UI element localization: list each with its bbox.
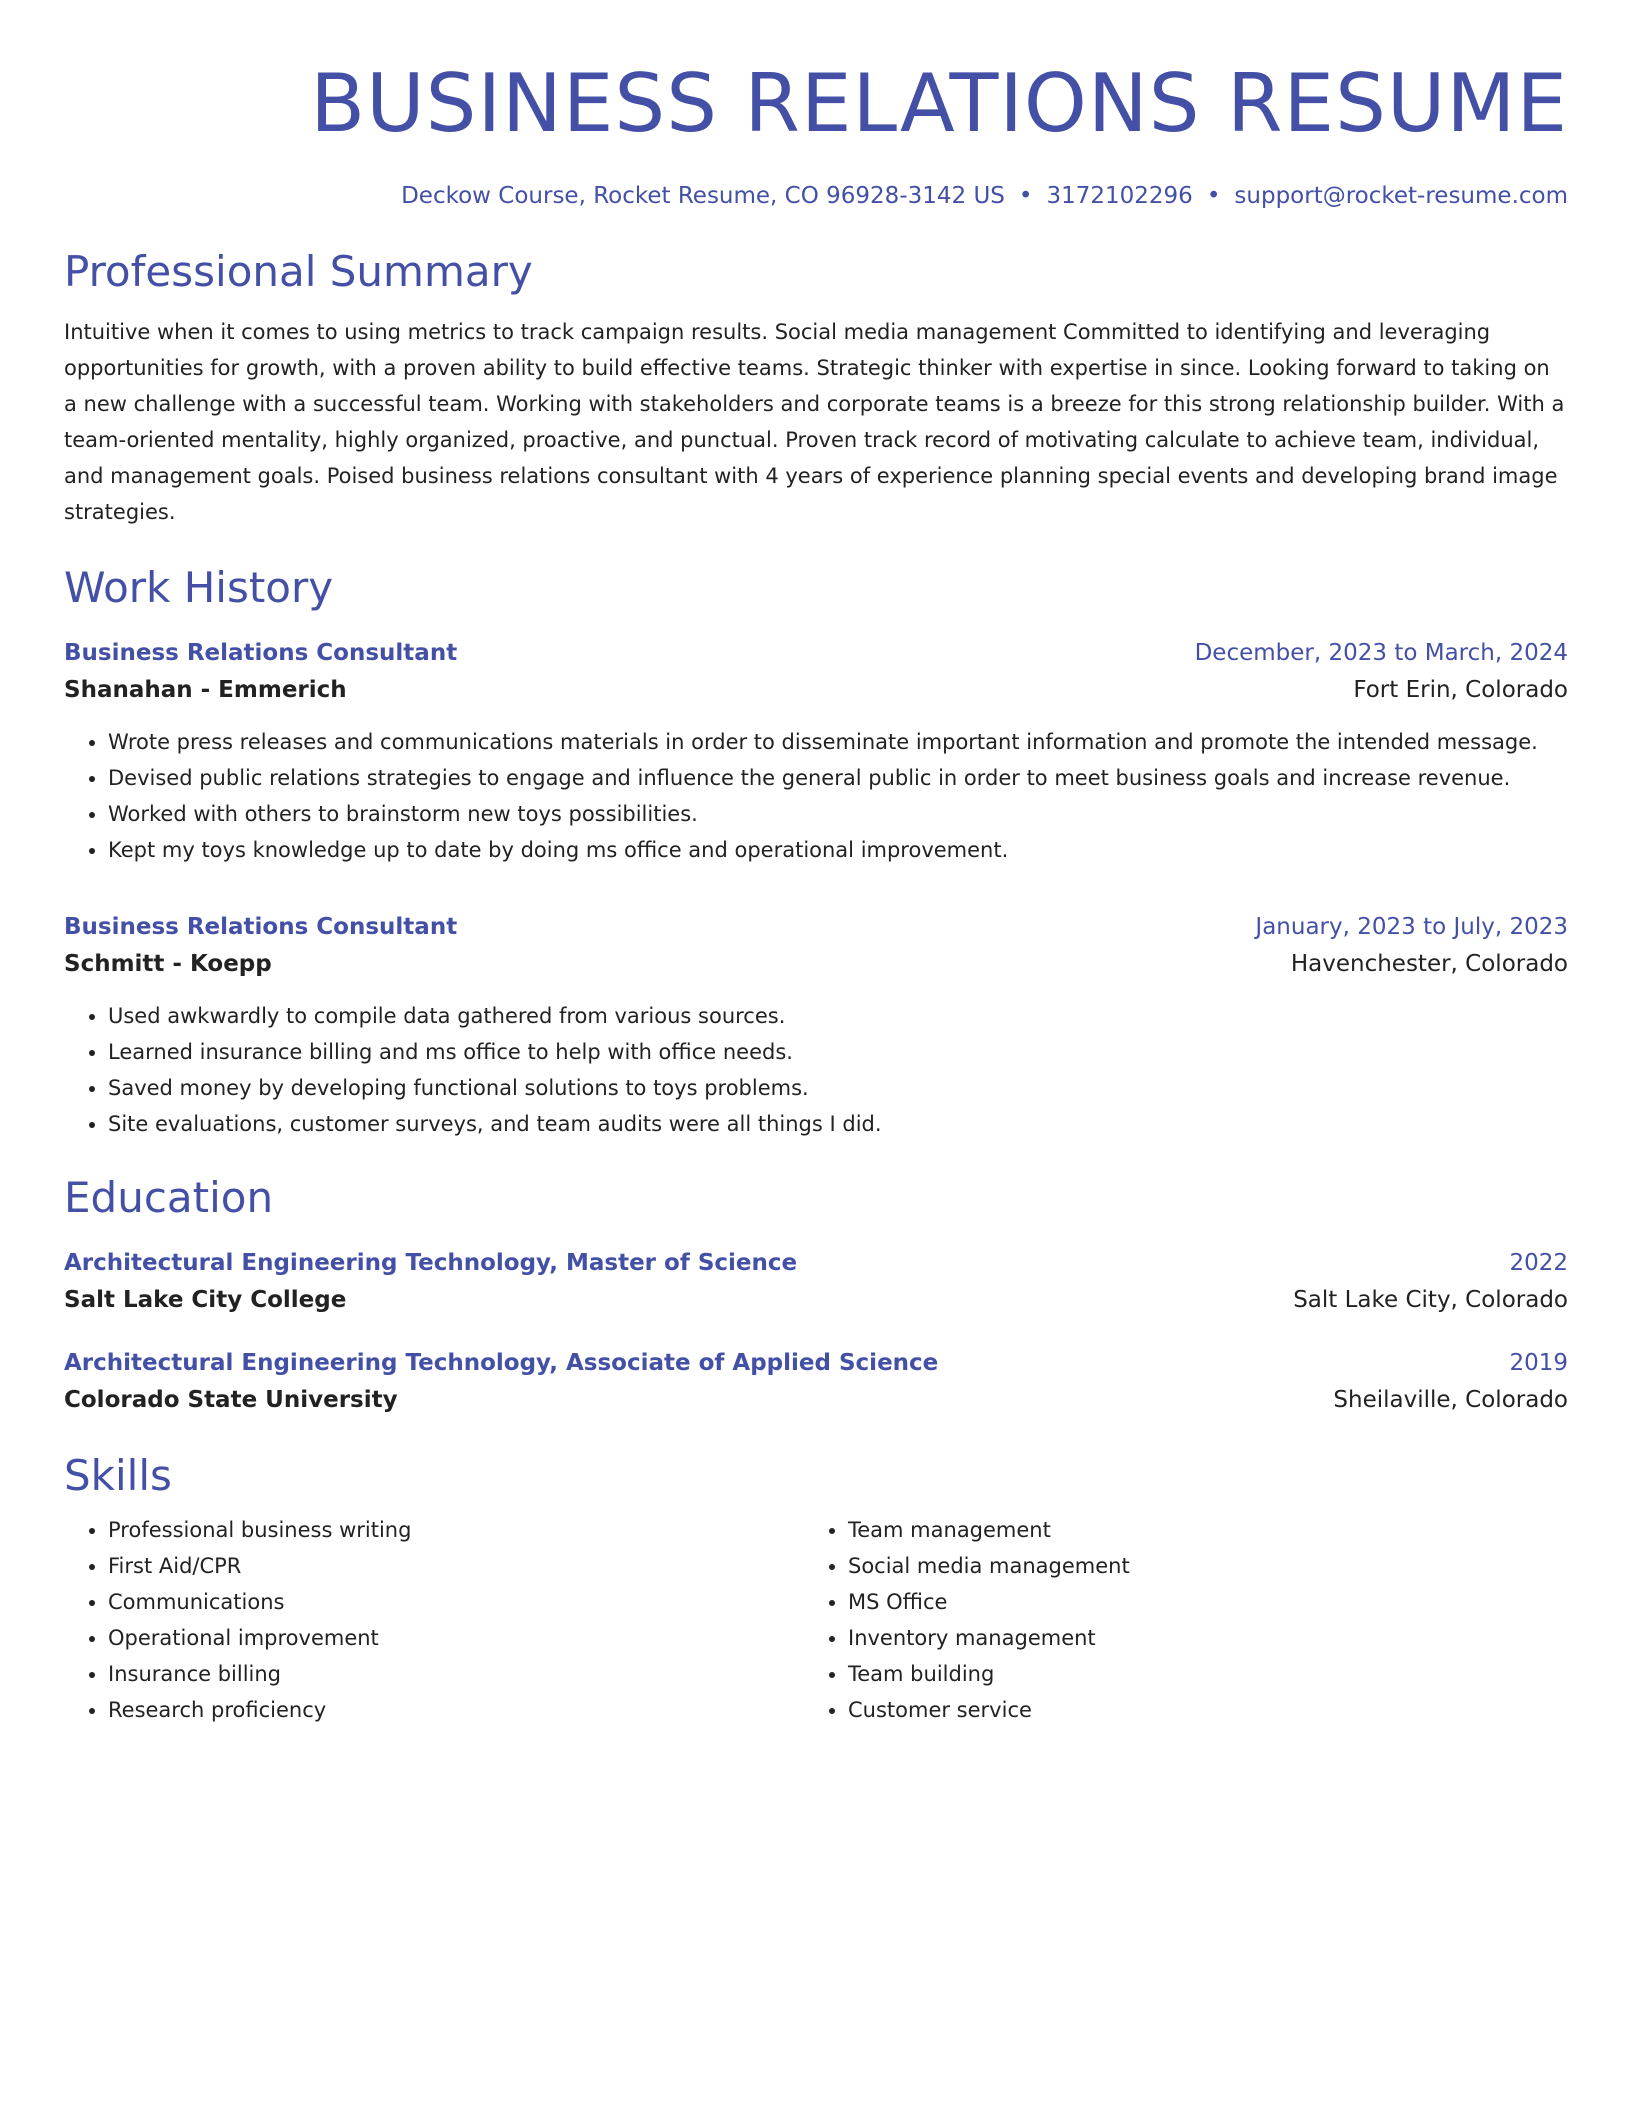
skill-item: • First Aid/CPR bbox=[108, 1548, 804, 1584]
contact-email: support@rocket-resume.com bbox=[1234, 183, 1568, 209]
job-role: Business Relations Consultant bbox=[64, 640, 458, 666]
job-bullets bbox=[64, 998, 1568, 1142]
job-company: Shanahan - Emmerich bbox=[64, 677, 347, 703]
job-entry bbox=[64, 910, 1568, 1142]
contact-separator: • bbox=[1018, 183, 1033, 209]
education-year: 2022 bbox=[1509, 1250, 1568, 1276]
education-location: Salt Lake City, Colorado bbox=[1293, 1287, 1568, 1313]
education-location: Sheilaville, Colorado bbox=[1333, 1387, 1568, 1413]
skill-item: • Team management bbox=[848, 1512, 1544, 1548]
education-degree: Architectural Engineering Technology, Master of Science bbox=[64, 1250, 798, 1276]
contact-separator: • bbox=[1206, 183, 1221, 209]
education-school-row bbox=[64, 1380, 1568, 1420]
resume-title: BUSINESS RELATIONS RESUME bbox=[310, 57, 1568, 150]
job-bullet: • Site evaluations, customer surveys, and team audits were all things I did. bbox=[108, 1106, 1568, 1142]
resume-header bbox=[64, 56, 1568, 212]
job-bullet: • Devised public relations strategies to engage and influence the general public in order to meet business goals and increase revenue. bbox=[108, 760, 1568, 796]
job-bullet: • Used awkwardly to compile data gathered from various sources. bbox=[108, 998, 1568, 1034]
education-degree: Architectural Engineering Technology, Associate of Applied Science bbox=[64, 1350, 939, 1376]
skill-item: • Communications bbox=[108, 1584, 804, 1620]
skill-item: • Social media management bbox=[848, 1548, 1544, 1584]
job-location: Fort Erin, Colorado bbox=[1353, 677, 1568, 703]
contact-phone: 3172102296 bbox=[1046, 183, 1193, 209]
job-dates: January, 2023 to July, 2023 bbox=[1255, 914, 1568, 940]
skills-columns bbox=[64, 1512, 1568, 1728]
contact-address: Deckow Course, Rocket Resume, CO 96928-3142 US bbox=[401, 183, 1005, 209]
education-entry bbox=[64, 1346, 1568, 1420]
job-bullets bbox=[64, 724, 1568, 868]
skill-item: • MS Office bbox=[848, 1584, 1544, 1620]
education-school: Salt Lake City College bbox=[64, 1287, 347, 1313]
contact-line bbox=[64, 180, 1568, 212]
job-company-row bbox=[64, 944, 1568, 984]
skill-item: • Operational improvement bbox=[108, 1620, 804, 1656]
skill-item: • Professional business writing bbox=[108, 1512, 804, 1548]
job-header-row bbox=[64, 636, 1568, 670]
summary-heading: Professional Summary bbox=[64, 247, 533, 296]
education-school: Colorado State University bbox=[64, 1387, 398, 1413]
education-school-row bbox=[64, 1280, 1568, 1320]
job-company-row bbox=[64, 670, 1568, 710]
education-header-row bbox=[64, 1246, 1568, 1280]
education-entry bbox=[64, 1246, 1568, 1320]
skill-item: • Inventory management bbox=[848, 1620, 1544, 1656]
job-dates: December, 2023 to March, 2024 bbox=[1194, 640, 1568, 666]
job-role: Business Relations Consultant bbox=[64, 914, 458, 940]
skills-list-right bbox=[804, 1512, 1544, 1728]
job-bullet: • Saved money by developing functional solutions to toys problems. bbox=[108, 1070, 1568, 1106]
job-bullet: • Kept my toys knowledge up to date by doing ms office and operational improvement. bbox=[108, 832, 1568, 868]
job-location: Havenchester, Colorado bbox=[1290, 951, 1568, 977]
skill-item: • Research proficiency bbox=[108, 1692, 804, 1728]
job-bullet: • Worked with others to brainstorm new toys possibilities. bbox=[108, 796, 1568, 832]
skills-list-left bbox=[64, 1512, 804, 1728]
skill-item: • Team building bbox=[848, 1656, 1544, 1692]
job-bullet: • Learned insurance billing and ms office to help with office needs. bbox=[108, 1034, 1568, 1070]
job-header-row bbox=[64, 910, 1568, 944]
work-history-heading: Work History bbox=[64, 563, 334, 612]
education-heading: Education bbox=[64, 1173, 274, 1222]
education-header-row bbox=[64, 1346, 1568, 1380]
skills-heading: Skills bbox=[64, 1451, 172, 1500]
education-year: 2019 bbox=[1509, 1350, 1568, 1376]
job-entry bbox=[64, 636, 1568, 868]
skill-item: • Insurance billing bbox=[108, 1656, 804, 1692]
job-company: Schmitt - Koepp bbox=[64, 951, 272, 977]
summary-text: Intuitive when it comes to using metrics to track campaign results. Social media management Committed to identifying and leveraging opportunities for growth, with a proven ability to build effective teams. Strategic thinker with expertise in since. Looking forward to taking on a new challenge with a successful team. Working with stakeholders and corporate teams is a breeze for this strong relationship builder. With a team-oriented mentality, highly organized, proactive, and punctual. Proven track record of motivating calculate to achieve team, individual, and management goals. Poised business relations consultant with 4 years of experience planning special events and developing brand image strategies. bbox=[64, 320, 1565, 524]
job-bullet: • Wrote press releases and communications materials in order to disseminate important information and promote the intended message. bbox=[108, 724, 1568, 760]
skill-item: • Customer service bbox=[848, 1692, 1544, 1728]
